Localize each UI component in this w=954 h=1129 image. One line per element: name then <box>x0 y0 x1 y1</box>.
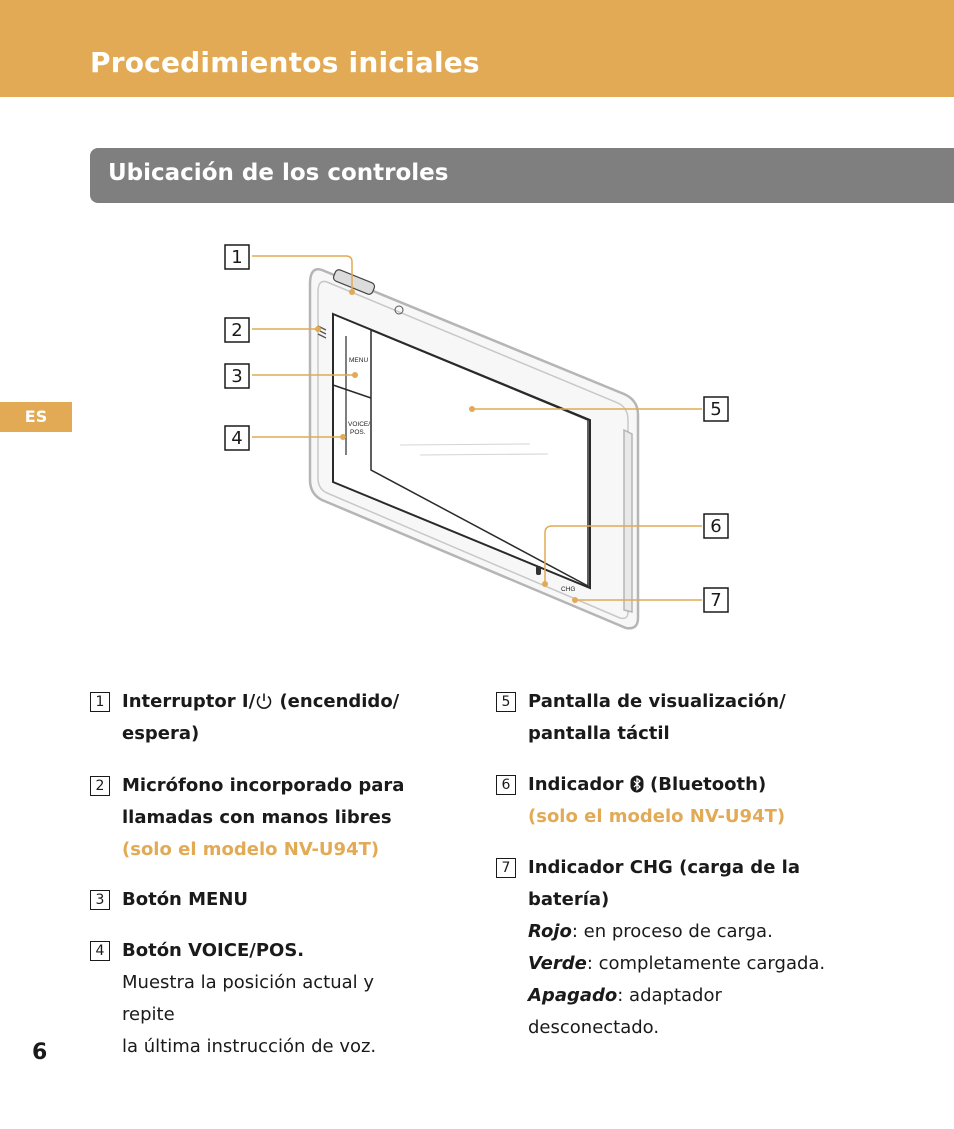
item-1 <box>90 686 430 750</box>
bluetooth-icon <box>630 775 644 793</box>
item-5-title-a: Pantalla de visualización/ <box>528 691 786 712</box>
item-1-title-a: Interruptor I/ <box>122 691 256 712</box>
item-2-number: 2 <box>90 776 110 796</box>
callout-5 <box>704 397 728 421</box>
item-7-verde-label: Verde <box>528 953 587 974</box>
voice-label-1: VOICE/ <box>348 421 371 428</box>
item-3-title: Botón MENU <box>122 889 249 910</box>
callout-1-label: 1 <box>231 247 243 268</box>
callout-5-label: 5 <box>710 399 722 420</box>
menu-label: MENU <box>349 357 369 364</box>
item-1-number: 1 <box>90 692 110 712</box>
item-4-desc-b: la última instrucción de voz. <box>122 1036 377 1057</box>
power-icon <box>255 692 273 710</box>
section-title: Ubicación de los controles <box>108 160 449 186</box>
item-6-title-b: (Bluetooth) <box>643 774 767 795</box>
item-7-rojo-label: Rojo <box>528 921 572 942</box>
item-4 <box>90 935 430 1063</box>
callout-3-label: 3 <box>231 366 243 387</box>
callout-1 <box>225 245 249 269</box>
item-6-number: 6 <box>496 775 516 795</box>
item-7-rojo-text: : en proceso de carga. <box>571 921 773 942</box>
item-2 <box>90 770 430 866</box>
item-5-number: 5 <box>496 692 516 712</box>
device-bluetooth-icon <box>536 566 541 575</box>
item-1-title-c: espera) <box>122 723 200 744</box>
page-number: 6 <box>32 1040 48 1065</box>
callout-6-label: 6 <box>710 516 722 537</box>
callout-7 <box>704 588 728 612</box>
item-7-number: 7 <box>496 858 516 878</box>
item-6-title-a: Indicador <box>528 774 630 795</box>
item-2-title-b: llamadas con manos libres <box>122 807 392 828</box>
item-4-desc-a: Muestra la posición actual y repite <box>122 972 375 1025</box>
item-1-title-b: (encendido/ <box>273 691 400 712</box>
callout-6 <box>704 514 728 538</box>
callout-4 <box>225 426 249 450</box>
item-2-title-a: Micrófono incorporado para <box>122 775 405 796</box>
item-7-apagado-label: Apagado <box>528 985 618 1006</box>
item-7-verde-text: : completamente cargada. <box>586 953 826 974</box>
language-tab: ES <box>0 402 72 432</box>
callout-4-label: 4 <box>231 428 243 449</box>
item-5 <box>496 686 876 750</box>
callout-2-label: 2 <box>231 320 243 341</box>
item-7-apagado-text-b: desconectado. <box>528 1017 660 1038</box>
item-7-title-a: Indicador CHG (carga de la <box>528 857 800 878</box>
item-4-number: 4 <box>90 941 110 961</box>
item-3-number: 3 <box>90 890 110 910</box>
callout-2 <box>225 318 249 342</box>
voice-label-2: POS. <box>350 429 366 436</box>
item-3 <box>90 884 430 916</box>
item-7-title-b: batería) <box>528 889 610 910</box>
item-7 <box>496 852 876 1044</box>
item-4-title: Botón VOICE/POS. <box>122 940 305 961</box>
item-7-apagado-text-a: : adaptador <box>617 985 722 1006</box>
item-5-title-b: pantalla táctil <box>528 723 670 744</box>
item-6-note: (solo el modelo NV-U94T) <box>528 806 786 827</box>
callout-3 <box>225 364 249 388</box>
item-6 <box>496 769 876 833</box>
chg-label: CHG <box>561 586 576 593</box>
callout-7-label: 7 <box>710 590 722 611</box>
item-2-note: (solo el modelo NV-U94T) <box>122 839 380 860</box>
page-title: Procedimientos iniciales <box>90 46 480 79</box>
